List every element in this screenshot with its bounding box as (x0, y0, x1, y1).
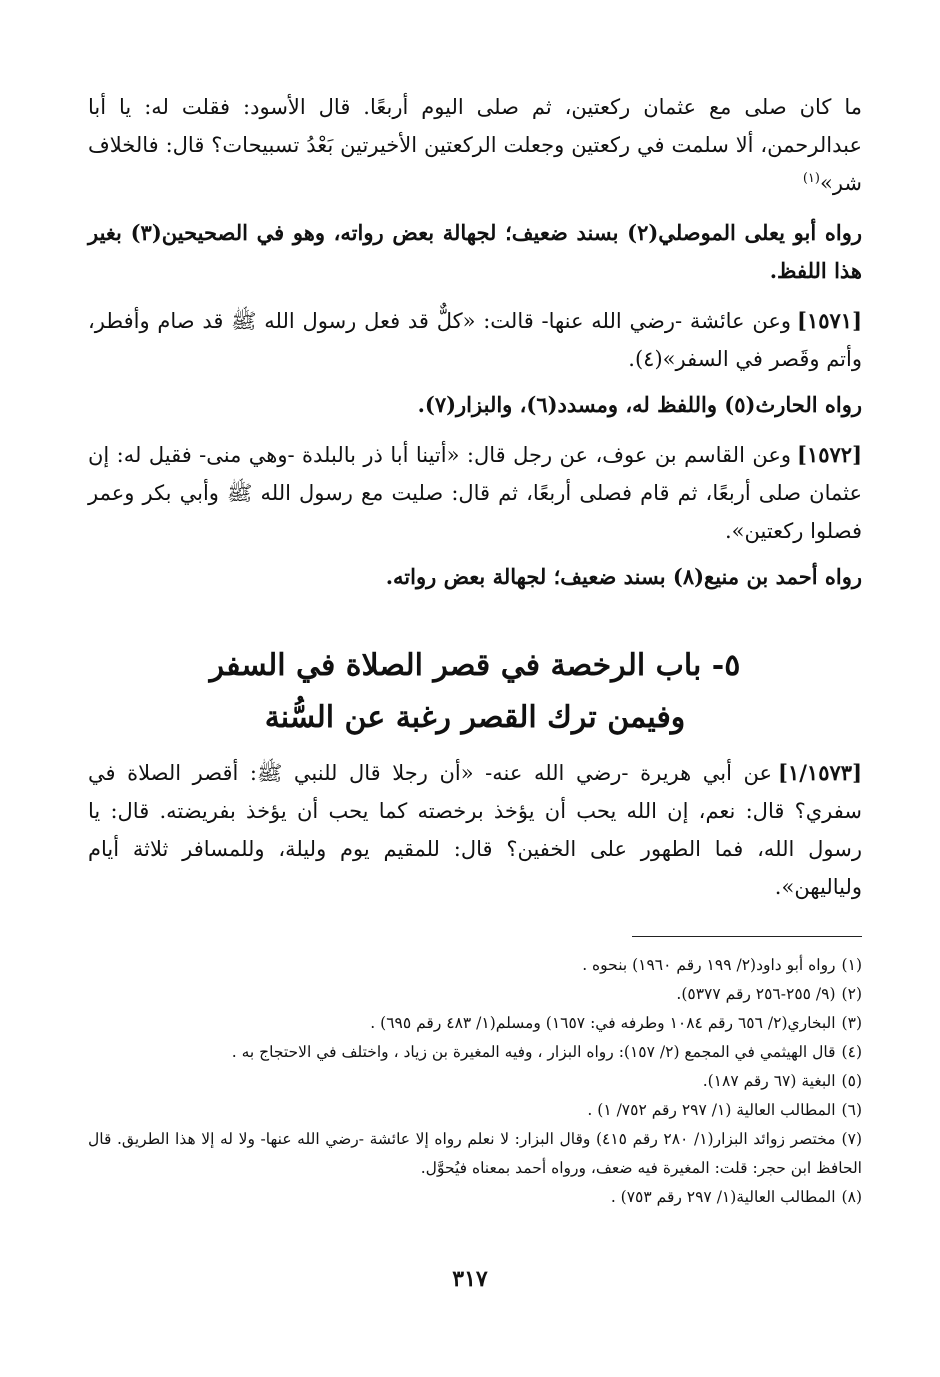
paragraph-text: رواه الحارث(٥) واللفظ له، ومسدد(٦)، والبزار(٧). (417, 392, 862, 417)
hadith-1571 (88, 302, 862, 378)
footnote-item (88, 1067, 862, 1096)
chapter-heading (88, 640, 862, 744)
footnotes (88, 951, 862, 1212)
hadith-number: [١/١٥٧٣] (778, 760, 862, 785)
paragraph-continuation (88, 88, 862, 202)
hadith-number: [١٥٧٢] (797, 442, 862, 467)
chapter-heading-line-2: وفيمن ترك القصر رغبة عن السُّنة (264, 700, 686, 735)
footnote-text: المطالب العالية(١/ ٢٩٧ رقم ٧٥٣) . (610, 1188, 836, 1206)
footnote-item (88, 1183, 862, 1212)
narration-note (88, 214, 862, 290)
footnote-item (88, 980, 862, 1009)
narration-note (88, 386, 862, 424)
footnote-number: (٥) (841, 1072, 862, 1090)
footnote-text: قال الهيثمي في المجمع (٢/ ١٥٧): رواه البزار ، وفيه المغيرة بن زياد ، واختلف في الاحتجاج به . (231, 1043, 836, 1061)
chapter-heading-line-1: ٥- باب الرخصة في قصر الصلاة في السفر (209, 648, 741, 683)
paragraph-text: رواه أبو يعلى الموصلي(٢) بسند ضعيف؛ لجهالة بعض رواته، وهو في الصحيحين(٣) بغير هذا اللفظ. (88, 220, 862, 283)
hadith-1572 (88, 436, 862, 550)
footnote-text: المطالب العالية (١/ ٢٩٧ رقم ٧٥٢/ ١) . (587, 1101, 836, 1119)
footnote-text: رواه أبو داود(٢/ ١٩٩ رقم ١٩٦٠) بنحوه . (582, 956, 836, 974)
footnote-number: (٧) (841, 1130, 862, 1148)
hadith-1573 (88, 754, 862, 906)
footnote-divider (632, 936, 862, 937)
footnote-text: البخاري(٢/ ٦٥٦ رقم ١٠٨٤ وطرفه في: ١٦٥٧) ومسلم(١/ ٤٨٣ رقم ٦٩٥) . (370, 1014, 836, 1032)
narration-note (88, 558, 862, 596)
footnote-text: مختصر زوائد البزار(١/ ٢٨٠ رقم ٤١٥) وقال البزار: لا نعلم رواه إلا عائشة -رضي الله عنها- ولا له إلا هذا الطريق. قال الحافظ ابن حجر: قلت: المغيرة فيه ضعف، ورواه أحمد بمعناه فيُحوَّل. (88, 1130, 862, 1177)
footnote-item (88, 951, 862, 980)
footnote-number: (٣) (841, 1014, 862, 1032)
page-number: ٣١٧ (452, 1266, 488, 1292)
paragraph-text: وعن القاسم بن عوف، عن رجل قال: «أتينا أبا ذر بالبلدة -وهي منى- فقيل له: إن عثمان صلى أربعًا، ثم قام فصلى أربعًا، ثم قال: صليت مع رسول الله ﷺ وأبي بكر وعمر فصلوا ركعتين». (88, 443, 862, 543)
footnote-number: (٨) (841, 1188, 862, 1206)
paragraph-text: عن أبي هريرة -رضي الله عنه- «أن رجلا قال للنبي ﷺ: أقصر الصلاة في سفري؟ قال: نعم، إن الله يحب أن يؤخذ برخصته كما يحب أن يؤخذ بفريضته. قال: يا رسول الله، فما الطهور على الخفين؟ قال: للمقيم يوم وليلة، وللمسافر ثلاثة أيام ولياليهن». (88, 761, 862, 899)
footnote-number: (٦) (841, 1101, 862, 1119)
footnote-item (88, 1125, 862, 1183)
footnote-text: (٩/ ٢٥٥-٢٥٦ رقم ٥٣٧٧). (676, 985, 836, 1003)
paragraph-text: رواه أحمد بن منيع(٨) بسند ضعيف؛ لجهالة بعض رواته. (385, 564, 862, 589)
page-body (88, 88, 862, 1212)
paragraph-text: ما كان صلى مع عثمان ركعتين، ثم صلى اليوم أربعًا. قال الأسود: فقلت له: يا أبا عبدالرحمن، ألا سلمت في ركعتين وجعلت الركعتين الأخيرتين بَعْدُ تسبيحات؟ قال: فالخلاف شر» (88, 95, 862, 195)
footnote-item (88, 1096, 862, 1125)
hadith-number: [١٥٧١] (797, 308, 862, 333)
footnote-text: البغية (٦٧ رقم ١٨٧). (702, 1072, 836, 1090)
footnote-item (88, 1038, 862, 1067)
footnote-number: (٤) (841, 1043, 862, 1061)
footnote-number: (٢) (841, 985, 862, 1003)
paragraph-text: وعن عائشة -رضي الله عنها- قالت: «كلٌّ قد فعل رسول الله ﷺ قد صام وأفطر، وأتم وقَصر في السفر»(٤). (88, 309, 862, 371)
footnote-number: (١) (841, 956, 862, 974)
footnote-marker: (١) (802, 171, 820, 186)
footnote-item (88, 1009, 862, 1038)
